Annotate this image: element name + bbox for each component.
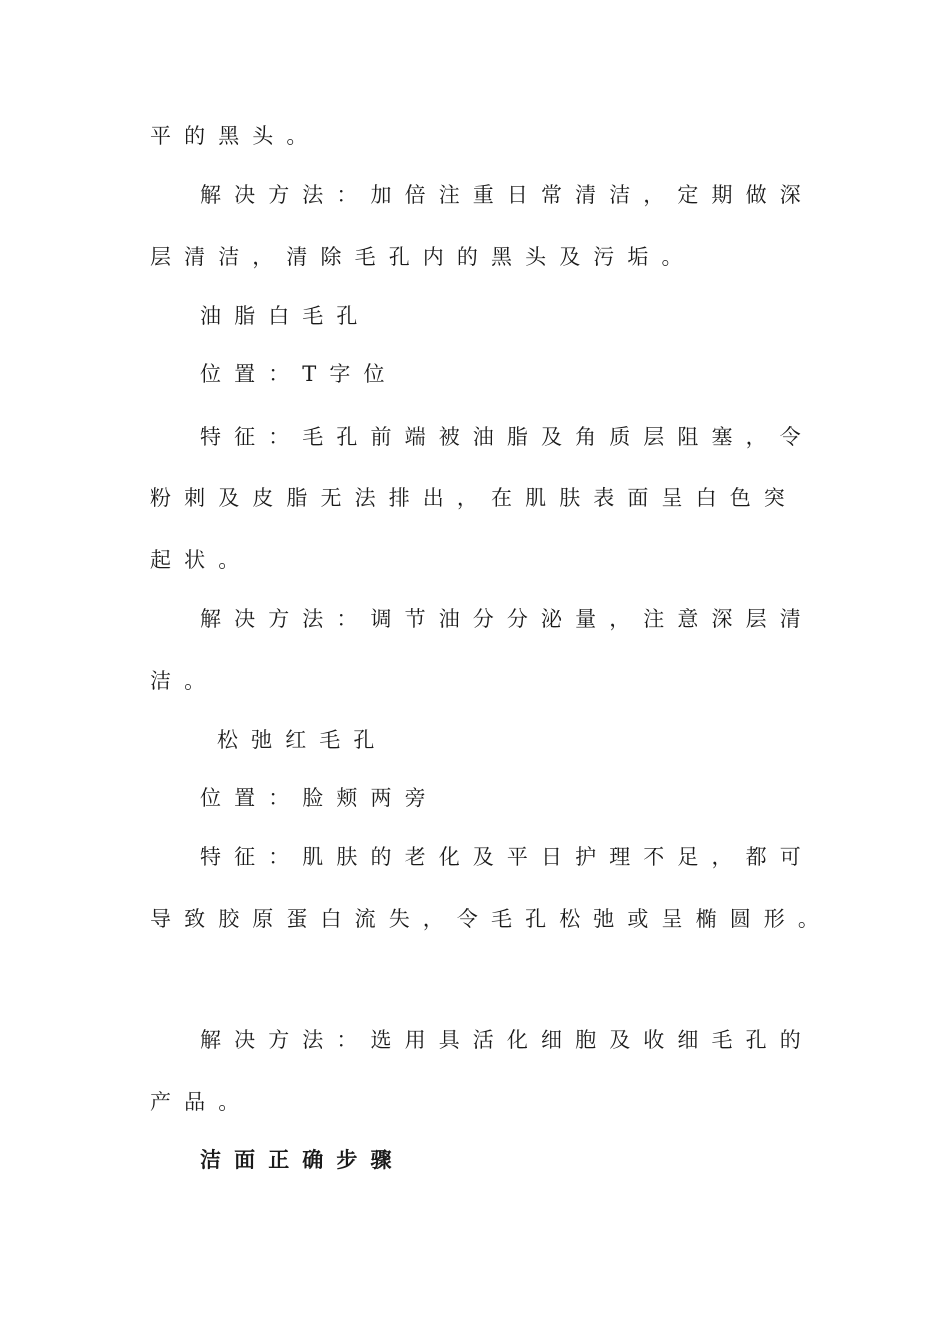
paragraph-line: 特征：肌肤的老化及平日护理不足，都可 — [200, 845, 814, 869]
section-heading: 松弛红毛孔 — [217, 728, 388, 752]
paragraph-line: 解决方法：调节油分分泌量，注意深层清 — [200, 607, 814, 631]
paragraph-line: 粉刺及皮脂无法排出，在肌肤表面呈白色突 — [150, 486, 798, 510]
paragraph-line: 解决方法：选用具活化细胞及收细毛孔的 — [200, 1028, 814, 1052]
paragraph-line: 平的黑头。 — [150, 124, 321, 148]
paragraph-line: 产品。 — [150, 1090, 253, 1114]
section-heading: 油脂白毛孔 — [200, 304, 371, 328]
paragraph-line: 位置：脸颊两旁 — [200, 786, 439, 810]
paragraph-line: 洁。 — [150, 669, 219, 693]
paragraph-line: 导致胶原蛋白流失，令毛孔松弛或呈椭圆形。 — [150, 907, 832, 931]
paragraph-line: 起状。 — [150, 548, 253, 572]
paragraph-line: 解决方法：加倍注重日常清洁，定期做深 — [200, 183, 814, 207]
paragraph-line: 特征：毛孔前端被油脂及角质层阻塞，令 — [200, 425, 814, 449]
paragraph-line: 位置：T字位 — [200, 362, 398, 386]
paragraph-line: 层清洁，清除毛孔内的黑头及污垢。 — [150, 245, 696, 269]
section-heading: 洁面正确步骤 — [200, 1147, 405, 1172]
